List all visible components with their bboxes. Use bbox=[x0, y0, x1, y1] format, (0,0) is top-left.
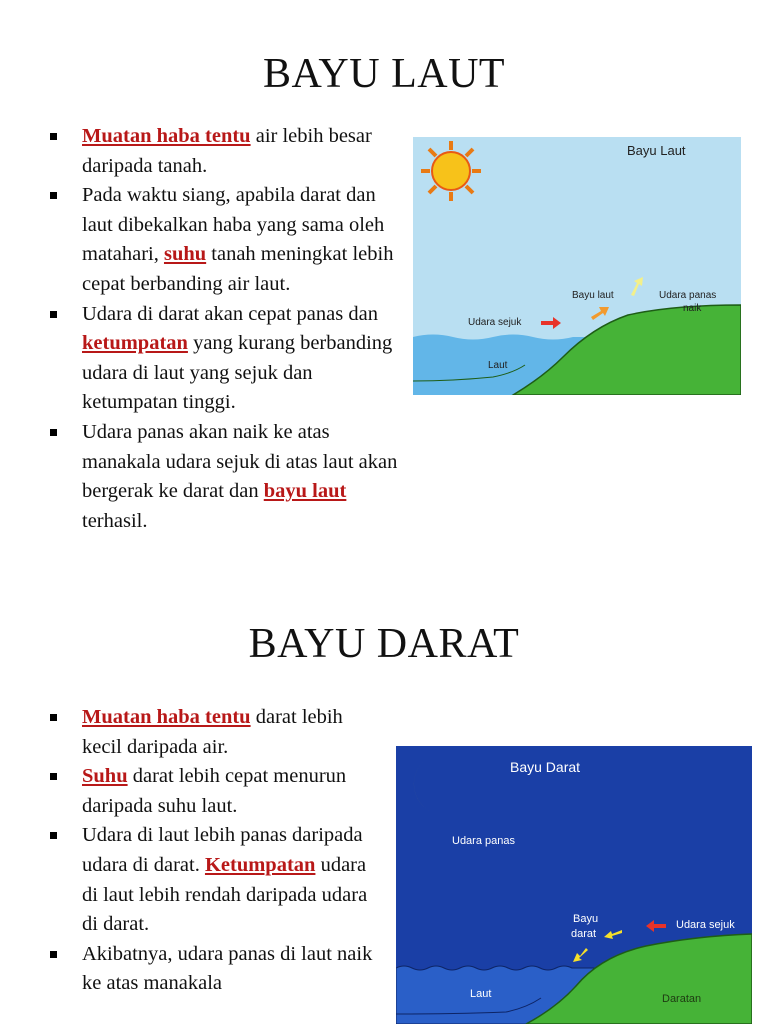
bullet-text: udara di laut lebih rendah daripada udara di darat. bbox=[82, 853, 368, 936]
bullet-item bbox=[44, 181, 409, 299]
title-sea-breeze: BAYU LAUT bbox=[262, 51, 506, 97]
keyword: ketumpatan bbox=[82, 332, 188, 355]
bullet-text: darat lebih kecil daripada air. bbox=[82, 706, 343, 758]
bullet-text: air lebih besar daripada tanah. bbox=[82, 125, 372, 177]
label-sea: Laut bbox=[470, 988, 492, 1000]
keyword: bayu laut bbox=[263, 480, 347, 503]
bullet-text: Pada waktu siang, apabila darat dan laut dibekalkan haba yang sama oleh matahari, bbox=[82, 184, 385, 266]
sea-breeze-diagram bbox=[413, 137, 741, 395]
label-hot-air: Udara panas bbox=[452, 835, 515, 847]
bullet-text: darat lebih cepat menurun daripada suhu laut. bbox=[82, 765, 347, 817]
keyword: Muatan haba tentu bbox=[82, 125, 251, 147]
bullet-text: Akibatnya, udara panas di laut naik ke atas manakala bbox=[82, 942, 373, 995]
label-land-breeze-line1: Bayu bbox=[573, 913, 599, 925]
bullet-text: Udara di laut lebih panas daripada udara di darat. bbox=[82, 824, 363, 876]
bullet-item bbox=[44, 940, 384, 999]
bullet-text: Udara di darat akan cepat panas dan bbox=[82, 302, 378, 325]
bullet-text: yang kurang berbanding udara di laut yang sejuk dan ketumpatan tinggi. bbox=[82, 332, 393, 414]
label-sea: Laut bbox=[488, 360, 508, 371]
keyword: suhu bbox=[163, 243, 207, 266]
bullet-text: tanah meningkat lebih cepat berbanding air laut. bbox=[82, 243, 394, 295]
label-cool-air: Udara sejuk bbox=[468, 317, 522, 328]
bullet-text: Udara panas akan naik ke atas manakala udara sejuk di atas laut akan bergerak ke darat dan bbox=[82, 420, 398, 503]
label-land-breeze-line2: darat bbox=[571, 928, 597, 940]
land-breeze-diagram bbox=[396, 746, 752, 1024]
label-land: Daratan bbox=[662, 993, 702, 1005]
sea-breeze-bullet-list bbox=[44, 122, 409, 536]
figure-title: Bayu Darat bbox=[510, 759, 581, 775]
bullet-item bbox=[44, 762, 384, 821]
bullet-item bbox=[44, 300, 409, 418]
figure-title: Bayu Laut bbox=[627, 143, 686, 158]
bullet-item bbox=[44, 703, 384, 762]
sun-icon bbox=[421, 141, 481, 201]
keyword: Ketumpatan bbox=[204, 853, 316, 876]
title-land-breeze: BAYU DARAT bbox=[248, 621, 520, 667]
bullet-item bbox=[44, 418, 409, 536]
bullet-item bbox=[44, 821, 384, 939]
bullet-item bbox=[44, 122, 409, 181]
keyword: Suhu bbox=[82, 765, 128, 788]
label-sea-breeze: Bayu laut bbox=[572, 290, 614, 301]
land-breeze-bullet-list bbox=[44, 703, 384, 999]
label-cool-air: Udara sejuk bbox=[676, 919, 735, 931]
label-hot-air: Udara panas bbox=[659, 290, 717, 301]
label-hot-air-rises: naik bbox=[683, 303, 702, 314]
keyword: Muatan haba tentu bbox=[82, 706, 251, 728]
bullet-text: terhasil. bbox=[82, 509, 148, 532]
